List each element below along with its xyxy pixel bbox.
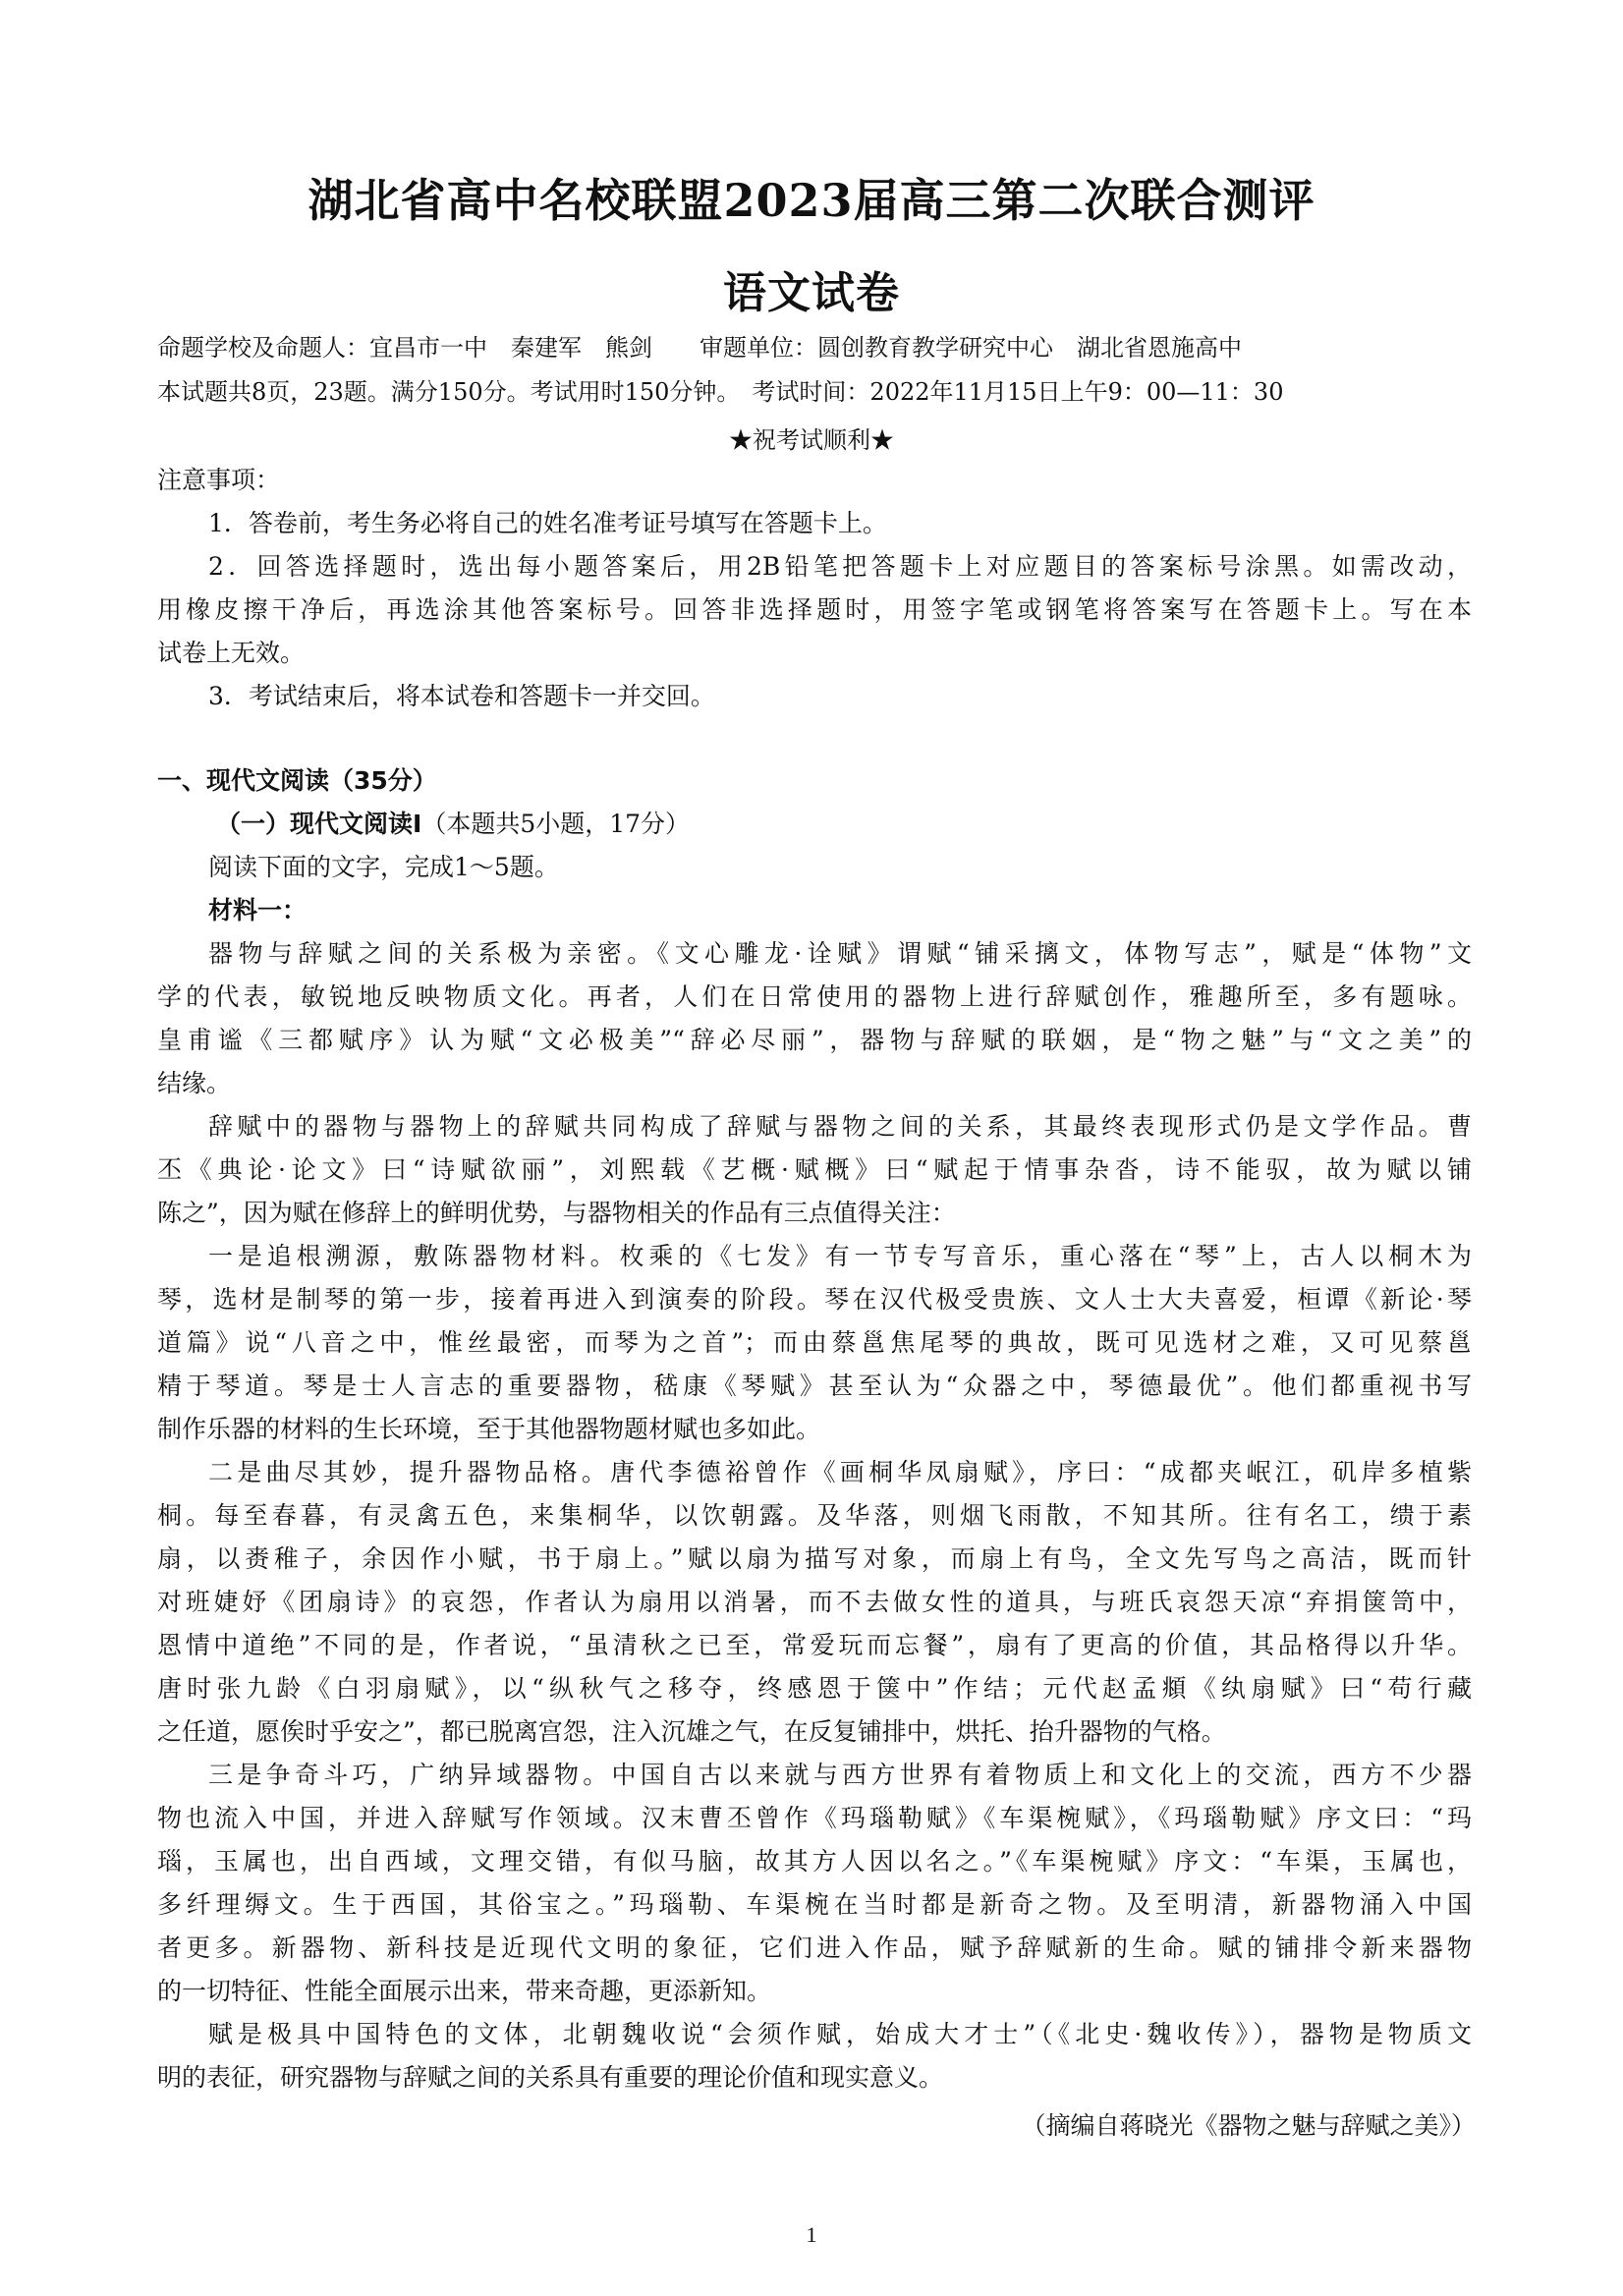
body-line: 物也流入中国，并进入辞赋写作领域。汉末曹丕曾作《玛瑙勒赋》《车渠椀赋》，《玛瑙勒赋》序文曰：“玛: [157, 1804, 1472, 1832]
body-line: 三是争奇斗巧，广纳异域器物。中国自古以来就与西方世界有着物质上和文化上的交流，西方不少器: [208, 1761, 1472, 1789]
reading-instruction: 阅读下面的文字，完成1～5题。: [208, 853, 559, 881]
body-line: 结缘。: [157, 1069, 232, 1097]
body-line: 瑙，玉属也，出自西域，文理交错，有似马脑，故其方人因以名之。”《车渠椀赋》序文：“车渠，玉属也，: [157, 1847, 1472, 1876]
body-line: 一是追根溯源，敷陈器物材料。枚乘的《七发》有一节专写音乐，重心落在“琴”上，古人以桐木为: [208, 1242, 1472, 1270]
sub-section-title: （一）现代文阅读Ⅰ: [216, 810, 422, 838]
body-line: 唐时张九龄《白羽扇赋》，以“纵秋气之移夺，终感恩于箧中”作结；元代赵孟頫《纨扇赋》曰“苟行藏: [157, 1674, 1472, 1703]
body-line: 二是曲尽其妙，提升器物品格。唐代李德裕曾作《画桐华凤扇赋》，序曰：“成都夹岷江，矶岸多植紫: [208, 1458, 1472, 1486]
body-line: 明的表征，研究器物与辞赋之间的关系具有重要的理论价值和现实意义。: [157, 2063, 944, 2092]
body-line: 制作乐器的材料的生长环境，至于其他器物题材赋也多如此。: [157, 1415, 821, 1443]
section-heading: 一、现代文阅读（35分）: [157, 766, 437, 795]
body-line: 扇，以赉稚子，余因作小赋，书于扇上。”赋以扇为描写对象，而扇上有鸟，全文先写鸟之高洁，既而针: [157, 1544, 1472, 1573]
author-line: 命题学校及命题人：宜昌市一中 秦建军 熊剑 审题单位：圆创教育教学研究中心 湖北省恩施高中: [157, 334, 1242, 362]
body-line: 恩情中道绝”不同的是，作者说，“虽清秋之已至，常爱玩而忘餐”，扇有了更高的价值，其品格得以升华。: [157, 1631, 1472, 1659]
body-line: 辞赋中的器物与器物上的辞赋共同构成了辞赋与器物之间的关系，其最终表现形式仍是文学作品。曹: [208, 1112, 1472, 1141]
body-line: 道篇》说“八音之中，惟丝最密，而琴为之首”；而由蔡邕焦尾琴的典故，既可见选材之难，又可见蔡邕: [157, 1328, 1472, 1357]
body-line: 对班婕妤《团扇诗》的哀怨，作者认为扇用以消暑，而不去做女性的道具，与班氏哀怨天凉“弃捐箧笥中，: [157, 1588, 1472, 1616]
notice-item-2-line-1: 2．回答选择题时，选出每小题答案后，用2B铅笔把答题卡上对应题目的答案标号涂黑。如需改动，: [208, 552, 1472, 581]
body-line: 的一切特征、性能全面展示出来，带来奇趣，更添新知。: [157, 1977, 772, 2005]
body-line: 之任道，愿俟时乎安之”，都已脱离宫怨，注入沉雄之气，在反复铺排中，烘托、抬升器物的气格。: [157, 1717, 1226, 1746]
notice-item-1: 1．答卷前，考生务必将自己的姓名准考证号填写在答题卡上。: [208, 509, 887, 537]
source-citation: （摘编自蒋晓光《器物之魅与辞赋之美》）: [1021, 2111, 1476, 2140]
page-number: 1: [806, 2222, 817, 2247]
body-line: 者更多。新器物、新科技是近现代文明的象征，它们进入作品，赋予辞赋新的生命。赋的铺排令新来器物: [157, 1933, 1472, 1962]
body-line: 陈之”，因为赋在修辞上的鲜明优势，与器物相关的作品有三点值得关注：: [157, 1199, 956, 1227]
body-line: 多纤理缛文。生于西国，其俗宝之。”玛瑙勒、车渠椀在当时都是新奇之物。及至明清，新器物涌入中国: [157, 1890, 1472, 1919]
body-line: 赋是极具中国特色的文体，北朝魏收说“会须作赋，始成大才士”（《北史·魏收传》），器物是物质文: [208, 2020, 1472, 2048]
notice-item-2-line-3: 试卷上无效。: [157, 639, 306, 667]
sub-section-note: （本题共5小题，17分）: [421, 810, 691, 838]
exam-info-line: 本试题共8页，23题。满分150分。考试用时150分钟。 考试时间：2022年11月15日上午9：00—11：30: [157, 378, 1284, 406]
sub-section-heading: [157, 810, 1472, 839]
blessing: ★祝考试顺利★: [729, 426, 894, 454]
body-line: 器物与辞赋之间的关系极为亲密。《文心雕龙·诠赋》谓赋“铺采摛文，体物写志”，赋是“体物”文: [208, 939, 1472, 968]
notice-item-3: 3．考试结束后，将本试卷和答题卡一并交回。: [208, 682, 715, 710]
exam-subtitle: 语文试卷: [723, 268, 900, 318]
body-line: 桐。每至春暮，有灵禽五色，来集桐华，以饮朝露。及华落，则烟飞雨散，不知其所。往有名工，缋于素: [157, 1501, 1472, 1530]
body-line: 琴，选材是制琴的第一步，接着再进入到演奏的阶段。琴在汉代极受贵族、文人士大夫喜爱，桓谭《新论·琴: [157, 1285, 1472, 1314]
material-label: 材料一：: [208, 896, 308, 924]
notice-heading: 注意事项：: [157, 466, 281, 494]
body-line: 皇甫谧《三都赋序》认为赋“文必极美”“辞必尽丽”，器物与辞赋的联姻，是“物之魅”与“文之美”的: [157, 1026, 1472, 1054]
body-line: 丕《典论·论文》曰“诗赋欲丽”，刘熙载《艺概·赋概》曰“赋起于情事杂沓，诗不能驭，故为赋以铺: [157, 1155, 1472, 1184]
body-line: 精于琴道。琴是士人言志的重要器物，嵇康《琴赋》甚至认为“众器之中，琴德最优”。他们都重视书写: [157, 1372, 1472, 1400]
notice-item-2-line-2: 用橡皮擦干净后，再选涂其他答案标号。回答非选择题时，用签字笔或钢笔将答案写在答题卡上。写在本: [157, 595, 1472, 624]
body-line: 学的代表，敏锐地反映物质文化。再者，人们在日常使用的器物上进行辞赋创作，雅趣所至，多有题咏。: [157, 982, 1472, 1011]
exam-title: 湖北省高中名校联盟2023届高三第二次联合测评: [308, 174, 1315, 227]
